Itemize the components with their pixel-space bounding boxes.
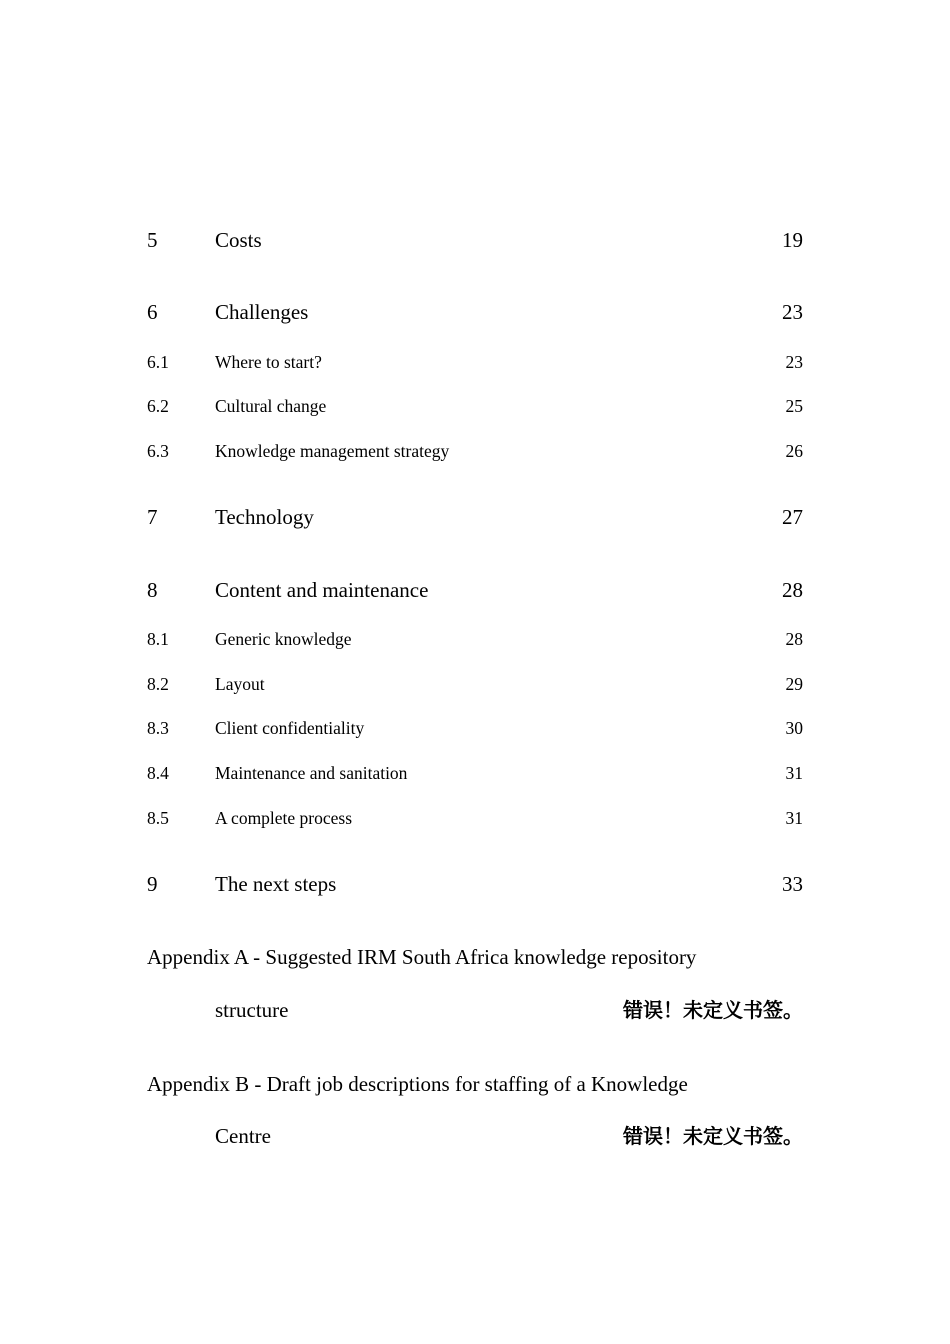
toc-title: Content and maintenance: [215, 578, 429, 602]
toc-entry-8-3[interactable]: [147, 713, 803, 743]
toc-page-number: 30: [785, 718, 803, 738]
appendix-title-continuation: Centre: [215, 1124, 271, 1148]
toc-page-number: 33: [782, 872, 803, 896]
toc-number: 6.2: [147, 396, 169, 416]
appendix-title: Appendix A - Suggested IRM South Africa knowledge repository: [147, 945, 697, 969]
appendix-title: Appendix B - Draft job descriptions for staffing of a Knowledge: [147, 1072, 688, 1096]
toc-entry-7[interactable]: [147, 502, 803, 532]
toc-entry-9[interactable]: [147, 869, 803, 899]
toc-title: A complete process: [215, 808, 353, 828]
toc-title: Costs: [215, 228, 262, 252]
toc-number: 6.1: [147, 352, 169, 372]
toc-number: 5: [147, 228, 158, 252]
toc-entry-8[interactable]: [147, 575, 803, 605]
toc-number: 8.1: [147, 629, 169, 649]
toc-entry-5[interactable]: [147, 225, 803, 255]
toc-title: The next steps: [215, 872, 337, 896]
toc-page-number: 28: [782, 578, 803, 602]
toc-entry-6[interactable]: [147, 297, 803, 327]
toc-number: 7: [147, 505, 158, 529]
toc-title: Client confidentiality: [215, 718, 365, 738]
toc-number: 8.5: [147, 808, 169, 828]
toc-entry-6-1[interactable]: [147, 347, 803, 377]
appendix-title-continuation: structure: [215, 998, 289, 1022]
toc-entry-8-1[interactable]: [147, 624, 803, 654]
toc-title: Knowledge management strategy: [215, 441, 450, 461]
toc-title: Technology: [215, 505, 314, 529]
toc-page-number: 25: [785, 396, 803, 416]
toc-page-number: 19: [782, 228, 803, 252]
toc-page-number: 23: [782, 300, 803, 324]
toc-page-number: 28: [785, 629, 803, 649]
toc-title: Challenges: [215, 300, 309, 324]
toc-number: 9: [147, 872, 158, 896]
toc-entry-8-2[interactable]: [147, 669, 803, 699]
toc-title: Generic knowledge: [215, 629, 352, 649]
toc-number: 6.3: [147, 441, 169, 461]
toc-page-number: 23: [785, 352, 803, 372]
toc-page-number: 31: [785, 808, 803, 828]
toc-title: Where to start?: [215, 352, 322, 372]
toc-page-number: 29: [785, 674, 803, 694]
toc-page-number: 27: [782, 505, 803, 529]
bookmark-error-text: 错误！未定义书签。: [623, 1124, 803, 1148]
toc-number: 8.4: [147, 763, 169, 783]
toc-number: 6: [147, 300, 158, 324]
toc-page-number: 26: [785, 441, 803, 461]
toc-entry-6-3[interactable]: [147, 436, 803, 466]
toc-number: 8.3: [147, 718, 169, 738]
toc-page-number: 31: [785, 763, 803, 783]
toc-entry-8-4[interactable]: [147, 758, 803, 788]
toc-entry-6-2[interactable]: [147, 391, 803, 421]
bookmark-error-text: 错误！未定义书签。: [623, 998, 803, 1022]
toc-number: 8: [147, 578, 158, 602]
toc-title: Layout: [215, 674, 265, 694]
toc-number: 8.2: [147, 674, 169, 694]
toc-entry-8-5[interactable]: [147, 803, 803, 833]
toc-title: Cultural change: [215, 396, 327, 416]
toc-title: Maintenance and sanitation: [215, 763, 408, 783]
